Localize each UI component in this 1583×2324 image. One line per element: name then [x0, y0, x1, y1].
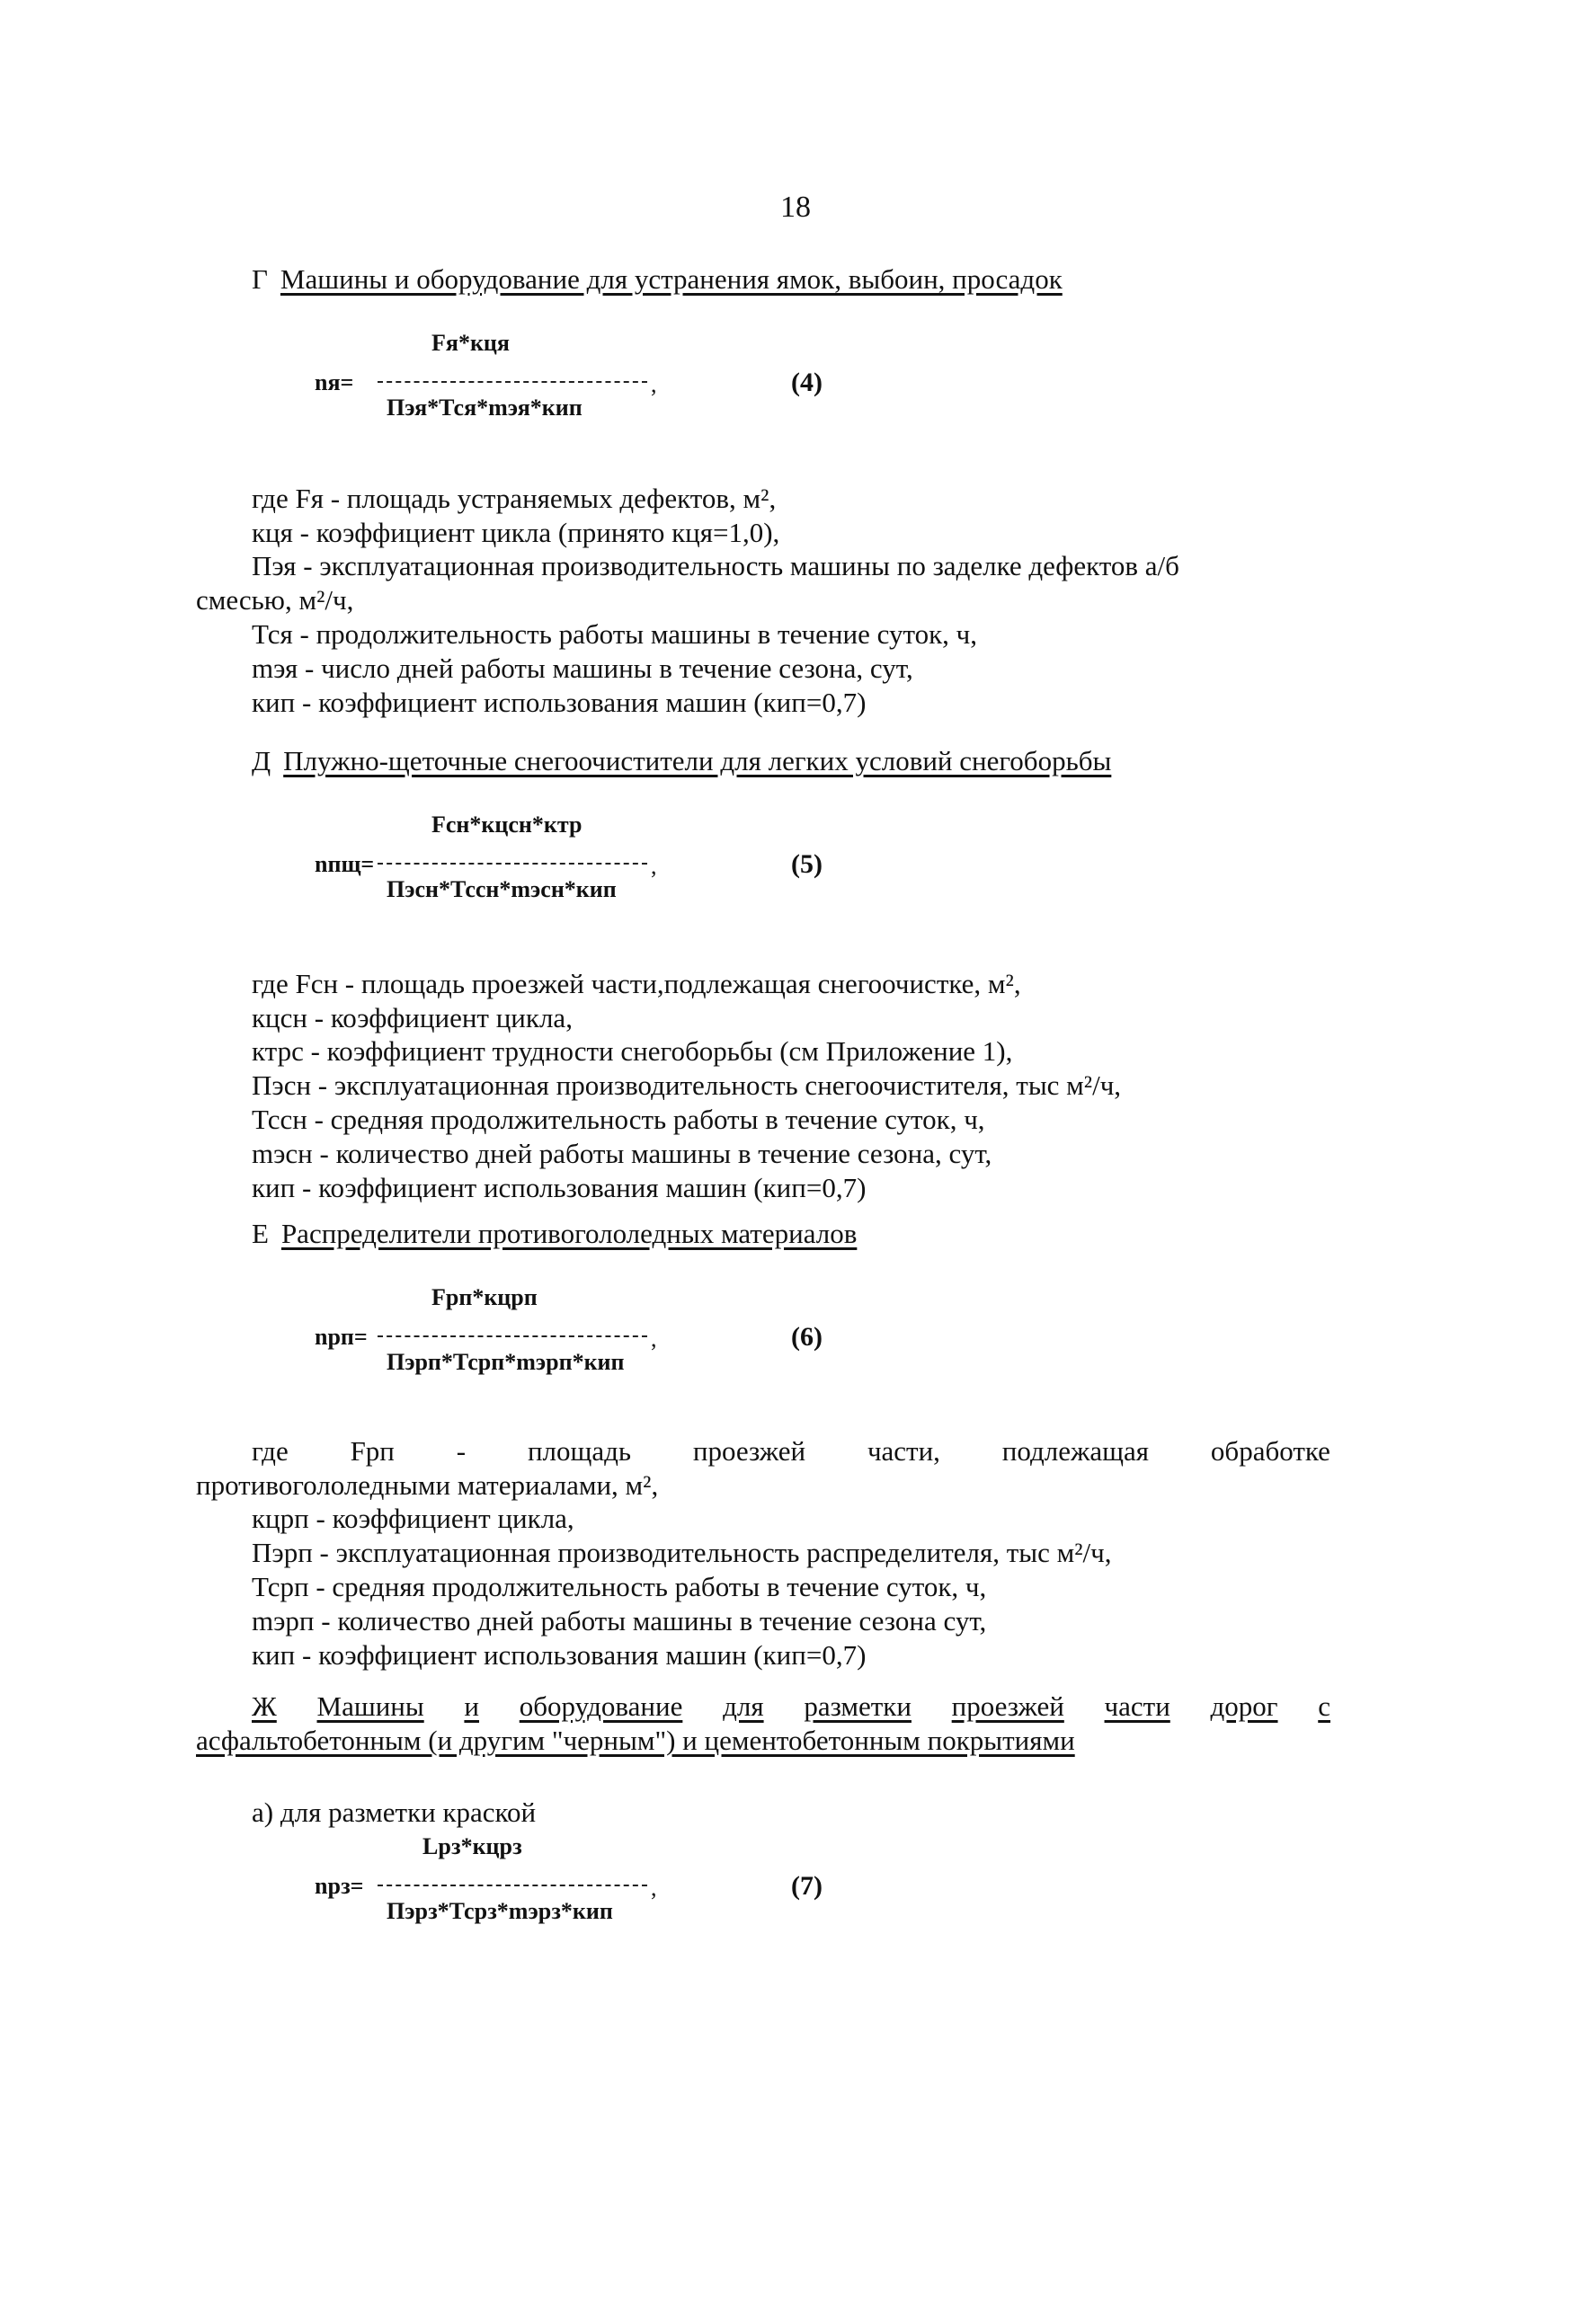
word: разметки	[804, 1690, 912, 1722]
formula-comma: ,	[651, 370, 657, 397]
section-title-line2	[196, 1724, 1330, 1758]
definition-line: кця - коэффициент цикла (принято кця=1,0),	[252, 516, 780, 548]
section-heading	[252, 744, 1330, 778]
word: оборудование	[519, 1690, 683, 1722]
formula-5	[252, 811, 1330, 927]
formula-numerator: Fя*кця	[431, 329, 510, 356]
definitions-list	[196, 1434, 1330, 1672]
definition-line: mэсн - количество дней работы машины в течение сезона, сут,	[252, 1137, 992, 1169]
formula-comma: ,	[651, 1875, 657, 1902]
page-number: 18	[780, 191, 811, 224]
section-heading	[252, 262, 1330, 297]
section-d	[252, 744, 1330, 1205]
equation-number: (4)	[791, 367, 823, 397]
definition-line: кип - коэффициент использования машин (кип=0,7)	[252, 1171, 867, 1203]
definition-line: ктрс - коэффициент трудности снегоборьбы (см Приложение 1),	[252, 1035, 1013, 1068]
definition-line: кцрп - коэффициент цикла,	[252, 1503, 574, 1535]
section-heading	[252, 1217, 1330, 1251]
word: дорог	[1210, 1690, 1278, 1722]
formula-denominator: Пэрз*Тсрз*mэрз*кип	[387, 1898, 613, 1925]
definition-line: Тсрп - средняя продолжительность работы в течение суток, ч,	[252, 1571, 987, 1603]
definitions-list	[252, 967, 1330, 1205]
definition-line: Тссн - средняя продолжительность работы в течение суток, ч,	[252, 1104, 985, 1136]
definition-line: противогололедными материалами, м²,	[196, 1468, 659, 1501]
equation-number: (7)	[791, 1871, 823, 1902]
section-letter: Г	[252, 263, 268, 295]
section-letter: Е	[252, 1218, 269, 1249]
definition-line: кип - коэффициент использования машин (кип=0,7)	[252, 686, 867, 718]
formula-lhs: nя=	[315, 368, 354, 395]
section-e	[196, 1217, 1330, 1672]
section-title: Распределители противогололедных материалов	[280, 1218, 858, 1249]
definition-line: кип - коэффициент использования машин (кип=0,7)	[252, 1638, 867, 1671]
word: -	[456, 1434, 467, 1467]
word: части	[1104, 1690, 1170, 1722]
formula-lhs: nрз=	[315, 1873, 364, 1900]
definition-line: Пэрп - эксплуатационная производительность распределителя, тыс м²/ч,	[252, 1537, 1112, 1569]
word: и	[464, 1690, 480, 1722]
section-letter: Д	[252, 745, 271, 776]
word: проезжей	[951, 1690, 1064, 1722]
definition-line: Пэсн - эксплуатационная производительность снегоочистителя, тыс м²/ч,	[252, 1069, 1122, 1102]
section-letter: Ж	[252, 1690, 277, 1722]
word: для	[723, 1690, 764, 1722]
formula-lhs: nрп=	[315, 1323, 368, 1350]
word: где	[252, 1434, 289, 1467]
definition-line: Тся - продолжительность работы машины в течение суток, ч,	[252, 618, 977, 651]
word: с	[1318, 1690, 1330, 1722]
section-heading-line1	[252, 1690, 1330, 1724]
word: части,	[867, 1434, 940, 1467]
section-title: Машины и оборудование для устранения ямок, выбоин, просадок	[280, 263, 1063, 295]
section-title: Плужно-щеточные снегоочистители для легких условий снегоборьбы	[283, 745, 1112, 776]
equation-number: (5)	[791, 848, 823, 879]
word: площадь	[527, 1434, 632, 1467]
fraction-bar	[378, 1885, 647, 1886]
section-title: асфальтобетонным (и другим "черным") и цементобетонным покрытиями	[196, 1724, 1075, 1756]
formula-denominator: Пэя*Тся*mэя*кип	[387, 394, 583, 421]
word: обработке	[1210, 1434, 1330, 1467]
section-g	[196, 262, 1330, 720]
formula-4	[252, 329, 1330, 446]
word: Машины	[316, 1690, 424, 1722]
word: проезжей	[692, 1434, 806, 1467]
fraction-bar	[378, 381, 647, 383]
formula-comma: ,	[651, 1325, 657, 1352]
word: подлежащая	[1001, 1434, 1150, 1467]
subheading: а) для разметки краской	[252, 1796, 537, 1828]
formula-numerator: Fсн*кцсн*ктр	[431, 811, 583, 838]
definition-line: mэя - число дней работы машины в течение сезона, сут,	[252, 652, 913, 684]
formula-numerator: Fрп*кцрп	[431, 1283, 538, 1310]
section-zh	[196, 1690, 1330, 1949]
formula-7	[252, 1832, 1330, 1949]
definition-first-line	[252, 1434, 1330, 1468]
definition-line: mэрп - количество дней работы машины в течение сезона сут,	[252, 1604, 987, 1637]
formula-lhs: nпщ=	[315, 850, 375, 877]
equation-number: (6)	[791, 1321, 823, 1352]
formula-6	[252, 1283, 1330, 1400]
definition-line: смесью, м²/ч,	[196, 584, 354, 616]
formula-comma: ,	[651, 852, 657, 879]
definition-line: где Fсн - площадь проезжей части,подлежащая снегоочистке, м²,	[252, 967, 1021, 999]
definition-line: кцсн - коэффициент цикла,	[252, 1001, 573, 1033]
definition-line: где Fя - площадь устраняемых дефектов, м²,	[252, 482, 777, 514]
fraction-bar	[378, 1335, 647, 1337]
fraction-bar	[378, 863, 647, 865]
definitions-list	[196, 482, 1330, 720]
formula-denominator: Пэрп*Тсрп*mэрп*кип	[387, 1348, 625, 1375]
formula-numerator: Lрз*кцрз	[422, 1833, 522, 1860]
definition-line: Пэя - эксплуатационная производительность машины по заделке дефектов а/б	[252, 550, 1179, 582]
formula-denominator: Пэсн*Тссн*mэсн*кип	[387, 875, 617, 902]
word: Fрп	[350, 1434, 395, 1467]
